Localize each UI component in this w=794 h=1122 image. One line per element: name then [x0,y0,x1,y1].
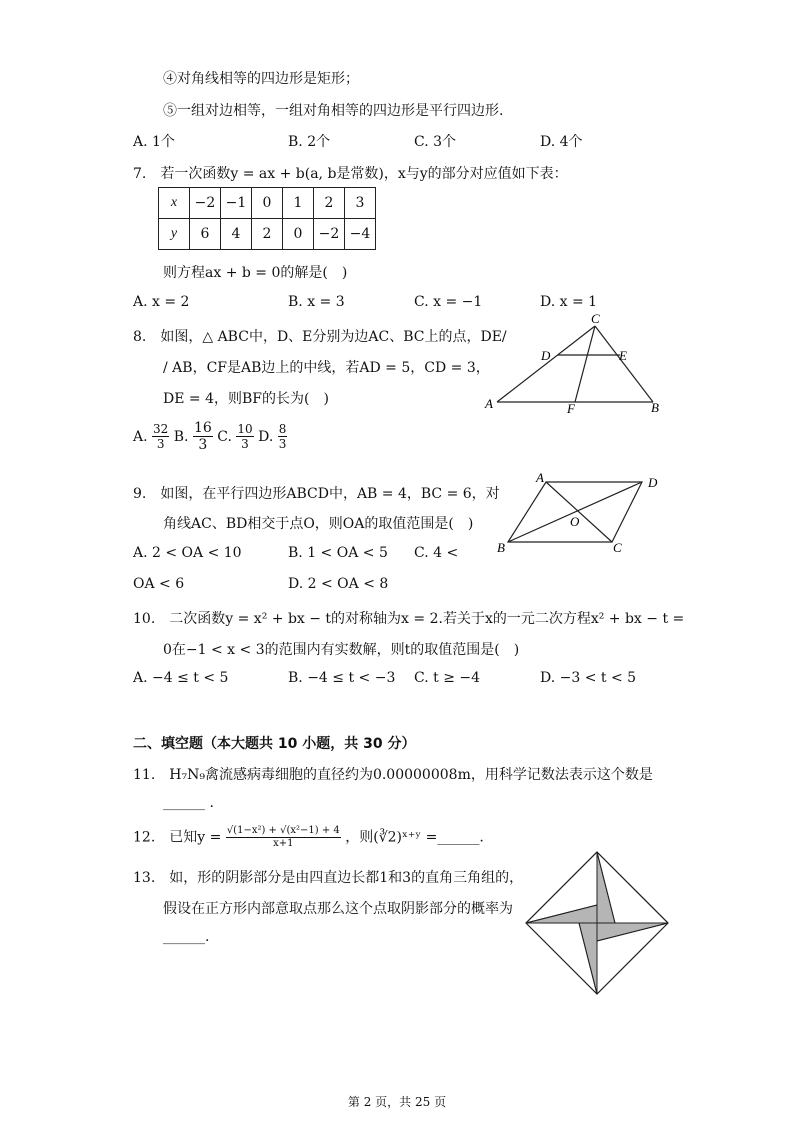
q13-blank: ______. [163,929,210,945]
page-footer: 第 2 页，共 25 页 [347,1095,447,1109]
q7-ask: 则方程ax + b = 0的解是( ) [163,265,348,281]
q8-option-b: B. $\frac{16}{3}$ [173,420,212,453]
q8-label-d: D [541,348,551,363]
q7-option-d: D. x = 1 [540,294,598,310]
q8-label-f: F [567,401,575,416]
q12-suffix: ，则(∛2)ˣ⁺ʸ =______. [345,829,484,846]
q8-option-c: C. $\frac{10}{3}$ [217,422,253,451]
table-cell: −4 [345,219,376,250]
q8-label-c: C [591,312,600,326]
q8-option-d: D. $\frac{8}{3}$ [258,422,287,451]
q9-line-2: 角线AC、BD相交于点O，则OA的取值范围是( ) [163,516,474,532]
q7-value-table [158,187,376,250]
q10-line-1: 10. 二次函数y = x² + bx − t的对称轴为x = 2.若关于x的一元二次方程x² + bx − t = [133,611,685,627]
q13-line-2: 假设在正方形内部意取点那么这个点取阴影部分的概率为 [163,901,513,917]
q12-fraction: $\frac{\text{√(1−x²) + √(x²−1) + 4}}{x+1}$ [226,825,340,849]
q6-option-c: C. 3个 [414,134,457,150]
table-cell: 3 [345,188,376,219]
table-cell: −2 [190,188,221,219]
q12-prefix: 12. 已知y = [133,829,222,846]
q7-option-a: A. x = 2 [133,294,190,310]
table-cell: 1 [283,188,314,219]
q8-line-1: 8. 如图，△ ABC中，D、E分别为边AC、BC上的点，DE/ [133,329,507,345]
table-cell: y [159,219,190,250]
q9-label-o: O [570,514,580,529]
table-cell: 0 [283,219,314,250]
q9-label-d: D [648,475,658,490]
q9-label-a: A [536,470,544,485]
section-heading: 二、填空题（本大题共 10 小题，共 30 分） [133,736,416,752]
table-cell: 2 [252,219,283,250]
table-cell: −1 [221,188,252,219]
q8-option-a: A. $\frac{32}{3}$ [133,422,169,451]
q9-option-b: B. 1 < OA < 5 [288,545,388,561]
q10-option-d: D. −3 < t < 5 [540,670,637,686]
q8-triangle-figure [475,312,675,417]
q11-blank: ______ . [163,795,214,811]
q8-line-2: / AB，CF是AB边上的中线，若AD = 5，CD = 3， [163,360,490,376]
q10-option-b: B. −4 ≤ t < −3 [288,670,396,686]
q10-option-a: A. −4 ≤ t < 5 [133,670,229,686]
q8-label-b: B [651,400,659,415]
q9-option-d: D. 2 < OA < 8 [288,576,389,592]
q6-statement-4: ④对角线相等的四边形是矩形； [163,71,359,87]
q6-option-d: D. 4个 [540,134,583,150]
q9-label-b: B [497,540,505,555]
q8-line-3: DE = 4，则BF的长为( ) [163,391,329,407]
q9-line-1: 9. 如图，在平行四边形ABCD中，AB = 4，BC = 6，对 [133,486,500,502]
table-row [159,188,376,219]
table-cell: 0 [252,188,283,219]
q9-option-a: A. 2 < OA < 10 [133,545,242,561]
table-cell: 4 [221,219,252,250]
q11-line-1: 11. H₇N₉禽流感病毒细胞的直径约为0.00000008m，用科学记数法表示这个数是 [133,767,653,783]
q6-option-b: B. 2个 [288,134,331,150]
table-cell: x [159,188,190,219]
table-cell: −2 [314,219,345,250]
q7-stem: 7. 若一次函数y = ax + b(a, b是常数)，x与y的部分对应值如下表： [133,166,568,182]
table-cell: 6 [190,219,221,250]
q9-label-c: C [613,540,622,555]
q7-option-c: C. x = −1 [414,294,483,310]
q13-square-figure [522,850,672,1000]
q13-line-1: 13. 如，形的阴影部分是由四直边长都1和3的直角三角组的， [133,870,524,886]
q8-label-a: A [485,396,493,411]
q9-parallelogram-figure [490,470,670,555]
q6-statement-5: ⑤一组对边相等，一组对角相等的四边形是平行四边形. [163,103,504,119]
q6-option-a: A. 1个 [133,134,175,150]
q10-option-c: C. t ≥ −4 [414,670,481,686]
table-row [159,219,376,250]
q10-line-2: 0在−1 < x < 3的范围内有实数解，则t的取值范围是( ) [163,642,520,658]
q9-option-c: C. 4 < [414,545,459,561]
q8-options [133,420,287,453]
q7-option-b: B. x = 3 [288,294,345,310]
table-cell: 2 [314,188,345,219]
q9-option-c-cont: OA < 6 [133,576,185,592]
q8-label-e: E [619,348,627,363]
q12-line [133,825,484,850]
